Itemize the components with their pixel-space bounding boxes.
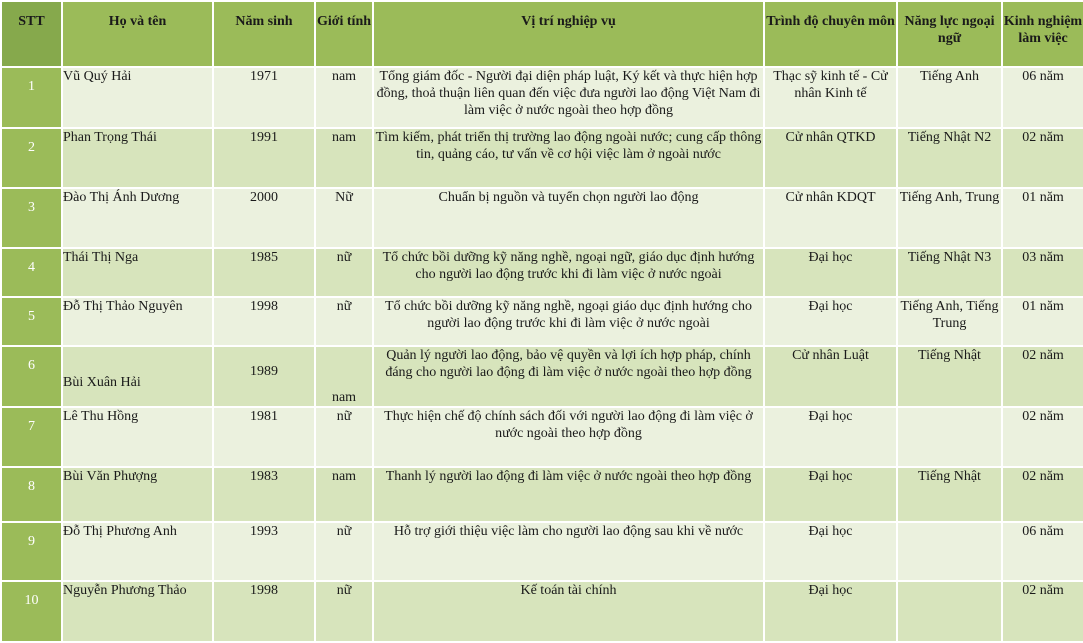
- cell-qualification: Đại học: [764, 248, 897, 297]
- cell-position: Thanh lý người lao động đi làm việc ở nước ngoài theo hợp đồng: [373, 467, 764, 522]
- cell-gender: nữ: [315, 522, 373, 581]
- cell-position: Kế toán tài chính: [373, 581, 764, 642]
- cell-position: Tổng giám đốc - Người đại diện pháp luật, Ký kết và thực hiện hợp đồng, thoả thuận liên quan đến việc đưa người lao động Việt Nam đi làm việc ở nước ngoài theo hợp đồng: [373, 67, 764, 128]
- cell-birth-year: 1983: [213, 467, 315, 522]
- cell-birth-year: 1993: [213, 522, 315, 581]
- cell-name: Nguyễn Phương Thảo: [62, 581, 213, 642]
- header-name: Họ và tên: [62, 1, 213, 67]
- table-row: [1, 522, 1083, 581]
- table-row: [1, 407, 1083, 467]
- cell-birth-year: 1985: [213, 248, 315, 297]
- cell-qualification: Đại học: [764, 522, 897, 581]
- cell-language: [897, 522, 1002, 581]
- cell-stt: 4: [1, 248, 62, 297]
- cell-position: Thực hiện chế độ chính sách đối với người lao động đi làm việc ở nước ngoài theo hợp đồng: [373, 407, 764, 467]
- header-stt: STT: [1, 1, 62, 67]
- table-row: [1, 188, 1083, 248]
- cell-gender: nữ: [315, 248, 373, 297]
- cell-name: Lê Thu Hồng: [62, 407, 213, 467]
- cell-qualification: Đại học: [764, 467, 897, 522]
- table-row: [1, 467, 1083, 522]
- table-row: [1, 248, 1083, 297]
- cell-name: Bùi Xuân Hải: [62, 346, 213, 407]
- cell-stt: 2: [1, 128, 62, 188]
- cell-qualification: Cử nhân QTKD: [764, 128, 897, 188]
- cell-gender: nữ: [315, 407, 373, 467]
- cell-language: Tiếng Anh, Tiếng Trung: [897, 297, 1002, 346]
- cell-language: Tiếng Nhật: [897, 346, 1002, 407]
- cell-experience: 02 năm: [1002, 346, 1083, 407]
- cell-language: Tiếng Nhật: [897, 467, 1002, 522]
- cell-birth-year: 2000: [213, 188, 315, 248]
- header-language: Năng lực ngoại ngữ: [897, 1, 1002, 67]
- cell-birth-year: 1989: [213, 346, 315, 407]
- cell-language: [897, 581, 1002, 642]
- table-row: [1, 581, 1083, 642]
- cell-language: Tiếng Nhật N2: [897, 128, 1002, 188]
- cell-qualification: Đại học: [764, 407, 897, 467]
- cell-stt: 7: [1, 407, 62, 467]
- cell-language: Tiếng Anh, Trung: [897, 188, 1002, 248]
- cell-language: Tiếng Anh: [897, 67, 1002, 128]
- header-birth-year: Năm sinh: [213, 1, 315, 67]
- cell-qualification: Thạc sỹ kinh tế - Cử nhân Kinh tế: [764, 67, 897, 128]
- cell-qualification: Đại học: [764, 297, 897, 346]
- cell-gender: nam: [315, 67, 373, 128]
- cell-gender: nam: [315, 467, 373, 522]
- cell-birth-year: 1981: [213, 407, 315, 467]
- cell-experience: 02 năm: [1002, 128, 1083, 188]
- cell-position: Tổ chức bồi dưỡng kỹ năng nghề, ngoại ngữ, giáo dục định hướng cho người lao động trước khi đi làm việc ở nước ngoài: [373, 248, 764, 297]
- cell-stt: 3: [1, 188, 62, 248]
- cell-name: Phan Trọng Thái: [62, 128, 213, 188]
- cell-experience: 03 năm: [1002, 248, 1083, 297]
- cell-stt: 1: [1, 67, 62, 128]
- cell-gender: nam: [315, 346, 373, 407]
- cell-position: Quản lý người lao động, bảo vệ quyền và lợi ích hợp pháp, chính đáng cho người lao động đi làm việc ở nước ngoài theo hợp đồng: [373, 346, 764, 407]
- cell-experience: 06 năm: [1002, 67, 1083, 128]
- header-position: Vị trí nghiệp vụ: [373, 1, 764, 67]
- cell-position: Hỗ trợ giới thiệu việc làm cho người lao động sau khi về nước: [373, 522, 764, 581]
- cell-birth-year: 1971: [213, 67, 315, 128]
- cell-birth-year: 1998: [213, 297, 315, 346]
- table-row: [1, 67, 1083, 128]
- header-qualification: Trình độ chuyên môn: [764, 1, 897, 67]
- cell-position: Tìm kiếm, phát triển thị trường lao động ngoài nước; cung cấp thông tin, quảng cáo, tư vấn về cơ hội việc làm ở ngoài nước: [373, 128, 764, 188]
- header-gender: Giới tính: [315, 1, 373, 67]
- cell-experience: 02 năm: [1002, 581, 1083, 642]
- cell-stt: 5: [1, 297, 62, 346]
- cell-name: Đỗ Thị Thảo Nguyên: [62, 297, 213, 346]
- header-experience: Kinh nghiệm làm việc: [1002, 1, 1083, 67]
- cell-position: Chuẩn bị nguồn và tuyển chọn người lao động: [373, 188, 764, 248]
- cell-gender: nữ: [315, 297, 373, 346]
- cell-gender: nữ: [315, 581, 373, 642]
- cell-qualification: Cử nhân KDQT: [764, 188, 897, 248]
- header-row: [1, 1, 1083, 67]
- table-row: [1, 128, 1083, 188]
- cell-birth-year: 1998: [213, 581, 315, 642]
- cell-stt: 10: [1, 581, 62, 642]
- cell-birth-year: 1991: [213, 128, 315, 188]
- cell-stt: 9: [1, 522, 62, 581]
- cell-name: Vũ Quý Hải: [62, 67, 213, 128]
- cell-experience: 06 năm: [1002, 522, 1083, 581]
- cell-experience: 01 năm: [1002, 188, 1083, 248]
- cell-stt: 8: [1, 467, 62, 522]
- cell-language: Tiếng Nhật N3: [897, 248, 1002, 297]
- cell-experience: 01 năm: [1002, 297, 1083, 346]
- cell-gender: Nữ: [315, 188, 373, 248]
- cell-qualification: Cử nhân Luật: [764, 346, 897, 407]
- cell-name: Đào Thị Ánh Dương: [62, 188, 213, 248]
- cell-name: Bùi Văn Phượng: [62, 467, 213, 522]
- cell-position: Tổ chức bồi dưỡng kỹ năng nghề, ngoại giáo dục định hướng cho người lao động trước khi đi làm việc ở nước ngoài: [373, 297, 764, 346]
- table-row: [1, 346, 1083, 407]
- cell-experience: 02 năm: [1002, 467, 1083, 522]
- cell-experience: 02 năm: [1002, 407, 1083, 467]
- cell-language: [897, 407, 1002, 467]
- cell-stt: 6: [1, 346, 62, 407]
- cell-gender: nam: [315, 128, 373, 188]
- table-row: [1, 297, 1083, 346]
- cell-name: Thái Thị Nga: [62, 248, 213, 297]
- cell-qualification: Đại học: [764, 581, 897, 642]
- cell-name: Đỗ Thị Phương Anh: [62, 522, 213, 581]
